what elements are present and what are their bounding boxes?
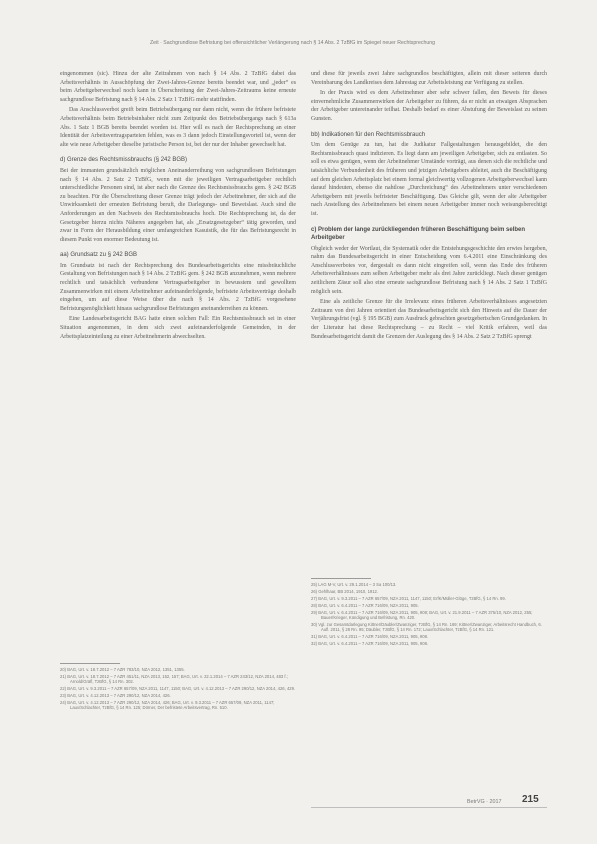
- footnote: 28) BAG, Urt. v. 6.4.2011 – 7 AZR 716/09, NZA 2011, 905.: [311, 602, 419, 608]
- body-paragraph: Bei der immanten grundsätzlich möglichen Aneinanderreihung von sachgrundlosen Befristungen nach § 14 Abs. 2 Satz 2 TzBfG, wenn mit die jeweiligen Vertragsarbeitgeber rechtlich unterschiedliche Personen sind, ist aber nach die Grenze des Rechtsmissbrauchs gem. § 242 BGB zu beachten. Für die Überschreitung dieser Grenze trägt jedoch der Arbeitnehmer, der sich auf die Unwirksamkeit der erneuten Befristung beruft, die Darlegungs- und Beweislast. Auch sind die Anforderungen an den Nachweis des Rechtsmissbrauchs hoch. Die Rechtsprechung ist, da der Gesetzgeber hierzu nichts Näheres angegeben hat, als „Ersatzgesetzgeber“ tätig geworden, und zwar in Form der Herausbildung einer umfangreichen Kasuistik, die für das Befristungsrecht in diesem Punkt von enormer Bedeutung ist.: [60, 167, 296, 243]
- footnote: 26) Gehlhaar, BB 2014, 1910, 1912.: [311, 588, 379, 594]
- footnote: 30) Vgl. zur Gesamtdarlegung Kittner/Däubler/Zwanziger, TzBfG, § 14 Rn. 169; Kittner/Zwanziger, Arbeitsrecht Handbuch, 6. Aufl. 2011, § 28 Rn. 95; Däubler, TzBfG, § 14 Rn. 172; Laux/Schlachter, TzBfG, § 14 Rn. 121.: [311, 621, 542, 633]
- page-number: 215: [522, 794, 539, 805]
- body-paragraph: eingenommen (sic). Hinzu der alte Zeitrahmen von nach § 14 Abs. 2 TzBfG dabei das Arbeitsverhältnis in Ausschöpfung der Zwei-Jahres-Grenze bereits beendet war, und „jeder“ es beim Arbeitgeberwechsel noch kann in Überschreitung der Zwei-Jahres-Zeitraums keine erneute sachgrundlose Befristung nach § 14 Abs. 2 Satz 1 TzBfG mehr stattfinden.: [60, 71, 296, 103]
- section-heading: d) Grenze des Rechtsmissbrauchs (§ 242 BGB): [60, 157, 188, 164]
- footnote: 20) BAG, Urt. v. 18.7.2012 – 7 AZR 783/10, NZA 2012, 1351, 1355.: [60, 667, 185, 672]
- body-paragraph: Eine Landesarbeitsgericht BAG hatte einen solchen Fall: Ein Rechtsmissbrauch sei in einer Situation angenommen, in dem sich zwei aufeinanderfolgende Gemeinden, in der Arbeitsplatzeinteilung zu einer Arbeitnehmerin abwechselten.: [60, 316, 296, 340]
- left-column: [60, 70, 296, 343]
- footer-rule: [311, 807, 547, 808]
- footnote: 24) BAG, Urt. v. 4.12.2013 – 7 AZR 290/12, NZA 2014, 426; BAG, Urt. v. 9.3.2011 – 7 AZR 657/09, NZA 2011, 1147; Laux/Schlachter, TzBfG, § 14 Rn. 125; Dörner, Der befristete Arbeitsvertrag, Rn. 510.: [60, 700, 275, 711]
- footnote: 23) BAG, Urt. v. 4.12.2013 – 7 AZR 290/12, NZA 2014, 426.: [60, 693, 171, 699]
- footnote-rule: [60, 663, 120, 664]
- footnote: 31) BAG, Urt. v. 6.4.2011 – 7 AZR 716/09, NZA 2011, 905, 908.: [311, 634, 429, 640]
- body-paragraph: Obgleich weder der Wortlaut, die Systematik oder die Entstehungsgeschichte den erwies hergeben, nahm das Bundesarbeitsgericht in einer Entscheidung vom 6.4.2011 eine Einschränkung des Anschlussverbotes vor, dergestalt es dann nicht eingreifen soll, wenn das Ende des früheren Arbeitsverhältnisses zum selben Arbeitgeber mehr als drei Jahre zurückliegt. Nach dieser genügen zeitlichem Zäsur soll also eine erneute sachgrundlose Befristung nach § 14 Abs. 2 Satz 1 TzBfG möglich sein.: [311, 245, 547, 295]
- footnote: 25) LAG M-V, Urt. v. 29.1.2014 – 3 Sa 100/13.: [311, 582, 397, 587]
- footnotes-left: [60, 663, 296, 712]
- journal-footer: BetrVG · 2017: [467, 799, 502, 805]
- body-paragraph: Um dem Genüge zu tun, hat die Judikatur Fallgestaltungen herausgebildet, die den Rechtsmissbrauch quasi indizieren. Es liegt dann am jeweiligen Arbeitgeber, sich zu entlasten. So soll es etwa genügen, wenn der Arbeitnehmer Umstände vorträgt, aus denen sich die rechtliche und tatsächliche Verbundenheit des früheren und jetzigen Arbeitgebers ableitet, auch die Beschäftigung auf dem gleichen Arbeitsplatz bei einem formal gleichwertig vollzogenen Arbeitgeberwechsel kann darauf hindeuten, ebenso die nahtlose „Durchreichung“ des Arbeitnehmers unter verschiedenen Arbeitgebern mit jeweils befristeter Beschäftigung. Das Gleiche gilt, wenn der alte Arbeitgeber nach Anstellung des Arbeitnehmers bei einem neuen Arbeitgeber immer noch weisungsberechtigt ist.: [311, 142, 547, 217]
- body-paragraph: Das Anschlussverbot greift beim Betriebsübergang nur dann nicht, wenn die frühere befristete Arbeitsverhältnis beim Betriebsinhaber nicht zum Zeitpunkt des Betriebsübergangs nach § 613a Abs. 1 Satz 1 BGB bereits beendet worden ist. Hier will es nach der Rechtsprechung an einer Identität der Arbeitsvertragsparteien fehlen, was es 3 dann jedoch Einstellungsvorteil ist, wenn der alte wie neue Arbeitgeber dieselbe juristische Person ist, bei der nur der Inhaber gewechselt hat.: [60, 107, 296, 148]
- footnote: 21) BAG, Urt. v. 18.7.2012 – 7 AZR 451/11, NZA 2013, 152, 157; BAG, Urt. v. 22.1.2014 – 7 AZR 243/12, NZA 2014, 483 f.; Arnold/Gräfl, TzBfG, § 14 Rn. 302.: [60, 673, 288, 685]
- footnote: 32) BAG, Urt. v. 6.4.2011 – 7 AZR 716/09, NZA 2011, 905, 908.: [311, 641, 429, 647]
- section-heading: aa) Grundsatz zu § 242 BGB: [60, 252, 138, 259]
- running-head: Zeit · Sachgrundlose Befristung bei offensichtlicher Verlängerung nach § 14 Abs. 2 TzBfG im Spiegel neuer Rechtsprechung: [150, 40, 435, 46]
- body-paragraph: In der Praxis wird es dem Arbeitnehmer aber sehr schwer fallen, den Beweis für dieses einvernehmliche Zusammenwirken der Arbeitgeber zu führen, da er nicht an etwaigen Absprachen der Arbeitgeber untereinander teilhat. Deshalb bedarf es einer Abstufung der Beweislast zu seinen Gunsten.: [311, 90, 547, 122]
- section-heading: bb) Indikationen für den Rechtsmissbrauch: [311, 131, 426, 138]
- right-column: [311, 70, 547, 343]
- footnote: 27) BAG, Urt. v. 9.3.2011 – 7 AZR 657/09, NZA 2011, 1147, 1150; ErfK/Müller-Glöge, TzBfG, § 14 Rn. 99.: [311, 595, 506, 601]
- footnote: 22) BAG, Urt. v. 9.3.2011 – 7 AZR 657/09, NZA 2011, 1147, 1150; BAG, Urt. v. 4.12.2013 – 7 AZR 290/12, NZA 2014, 426, 429.: [60, 686, 296, 692]
- footnote-rule: [311, 578, 371, 579]
- body-paragraph: Im Grundsatz ist nach der Rechtsprechung des Bundesarbeitsgerichts eine missbräuchliche Gestaltung von Befristungen nach § 14 Abs. 2 TzBfG gem. § 242 BGB anzunehmen, wenn mehrere rechtlich und tatsächlich verbundene Vertragsarbeitgeber in bewusstem und gewolltem Zusammenwirken mit einem Arbeitnehmer aufeinanderfolgende, befristete Arbeitsverträge deshalb eingehen, um auf diese Weise über die nach § 14 Abs. 2 TzBfG vorgesehene Befristungsmöglichkeit hinaus sachgrundlose Befristungen aneinanderreihen zu können.: [60, 262, 296, 312]
- footnote: 29) BAG, Urt. v. 6.4.2011 – 7 AZR 716/09, NZA 2011, 905, 908; BAG, Urt. v. 21.9.2011 – 7 AZR 375/10, NZA 2012, 255; Bauer/Krieger, Kündigung und Befristung, Rn. 420.: [311, 609, 533, 621]
- footnotes-right: [311, 578, 547, 648]
- body-paragraph: und diese für jeweils zwei Jahre sachgrundlos beschäftigten, allein mit dieser seiteren durch Vereinbarung des Landkreises dem Jahrestag zur Arbeitsleistung zur Verfügung zu stellen.: [311, 71, 547, 86]
- section-heading: c) Problem der lange zurückliegenden früheren Beschäftigung beim selben Arbeitgeber: [311, 226, 526, 242]
- body-paragraph: Eine als zeitliche Grenze für die Irrelevanz eines früheren Arbeitsverhältnisses angesetzten Zeitraum von drei Jahren orientiert das Bundesarbeitsgericht sich den Hinweis auf die Dauer der Verjährungsfrist (vgl. § 195 BGB) zum Ausdruck gebrachten gesetzgeberischen Grundgedanken. In der Literatur hat diese Rechtsprechung – zu Recht – viel Kritik erfahren, weil das Bundesarbeitsgericht damit die Grenzen der Auslegung des § 14 Abs. 2 Satz 2 TzBfG sprengt: [311, 299, 547, 340]
